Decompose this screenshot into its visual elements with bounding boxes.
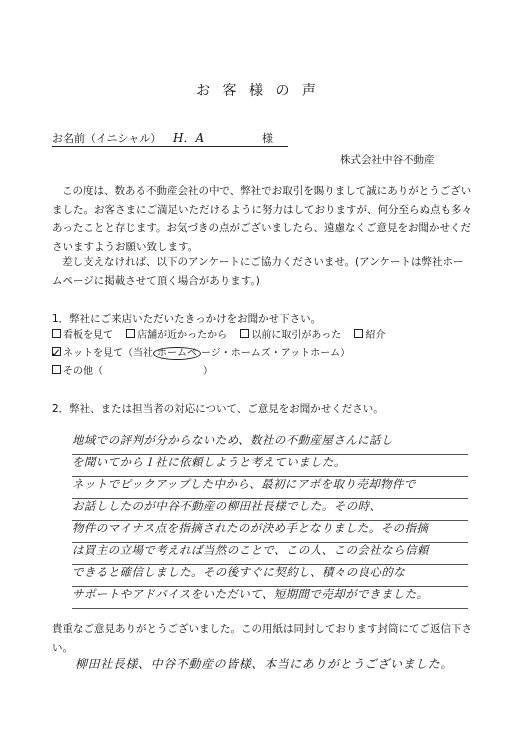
checkbox-icon[interactable]: [52, 365, 61, 374]
checkmark-icon: ✓: [51, 346, 62, 360]
company-name: 株式会社中谷不動産: [340, 154, 435, 166]
circled-word: ホームペ: [153, 347, 201, 360]
intro-text: この度は、数ある不動産会社の中で、弊社でお取引を賜りまして誠にありがとうございました。お客さまにご満足いただけるように努力はしておりますが、何分至らぬ点も多々あったことと存じます。お気づきの点がございましたら、遠慮なくご意見をお聞かせくださいますようお願い致します。: [52, 185, 472, 253]
answer-line: ネットでピックアップした中から、最初にアポを取り売却物件で: [72, 476, 468, 499]
intro-text-2: 差し支えなければ、以下のアンケートにご協力くださいませ。(アンケートは弊社ホームページに掲載させて頂く場合があります。): [52, 256, 464, 287]
option-referral[interactable]: 紹介: [354, 330, 385, 341]
intro-paragraph-2: [52, 253, 472, 290]
question-2-label: 2．弊社、または担当者の対応について、ご意見をお聞かせください。: [52, 403, 384, 415]
honorific-label: 様: [262, 132, 273, 145]
name-underline: [52, 146, 288, 147]
option-other[interactable]: その他（ ）: [52, 366, 213, 377]
handwritten-signoff: 柳田社長様、中谷不動産の皆様、本当にありがとうございました。: [75, 657, 454, 671]
closing-note: 貴重なご意見ありがとうございました。この用紙は同封しております封筒にてご返信下さい。: [52, 623, 472, 654]
answer-line: できると確信しました。その後すぐに契約し、積々の良心的な: [72, 564, 468, 587]
answer-line: サポートやアドバイスをいただいて、短期間で売却ができました。: [72, 586, 468, 609]
option-previous-deal[interactable]: 以前に取引があった: [240, 330, 341, 341]
question-1-options-row-3: [52, 363, 223, 381]
name-label: お名前（イニシャル）: [52, 132, 162, 145]
intro-paragraph: [52, 182, 472, 256]
other-field-close[interactable]: ）: [203, 366, 213, 377]
answer-line: を聞いてから１社に依頼しようと考えていました。: [72, 454, 468, 477]
checkbox-icon[interactable]: [354, 329, 363, 338]
checkbox-icon[interactable]: [52, 329, 61, 338]
question-1-options-row-1: [52, 327, 395, 345]
answer-line: は買主の立場で考えれば当然のことで、この人、この会社なら信頼: [72, 542, 468, 565]
question-1-label: 1．弊社にご来店いただいたきっかけをお聞かせ下さい。: [52, 313, 322, 325]
option-store-nearby[interactable]: 店舗が近かったから: [126, 330, 227, 341]
answer-line: 物件のマイナス点を指摘されたのが決め手となりました。その指摘: [72, 520, 468, 543]
question-1-options-row-2: [52, 345, 360, 363]
option-signboard[interactable]: 看板を見て: [52, 330, 113, 341]
checkbox-icon[interactable]: [126, 329, 135, 338]
checkbox-icon[interactable]: [240, 329, 249, 338]
customer-initials: H．A: [173, 131, 205, 145]
page-title: お 客 様 の 声: [196, 83, 320, 99]
answer-line: 地域での評判が分からないため、数社の不動産屋さんに話し: [72, 432, 468, 455]
answer-line: お話ししたのが中谷不動産の柳田社長様でした。その時、: [72, 498, 468, 521]
option-internet-checked[interactable]: ✓ ネットを見て（当社 ホームペ ージ・ホームズ・アットホーム）: [51, 346, 351, 360]
